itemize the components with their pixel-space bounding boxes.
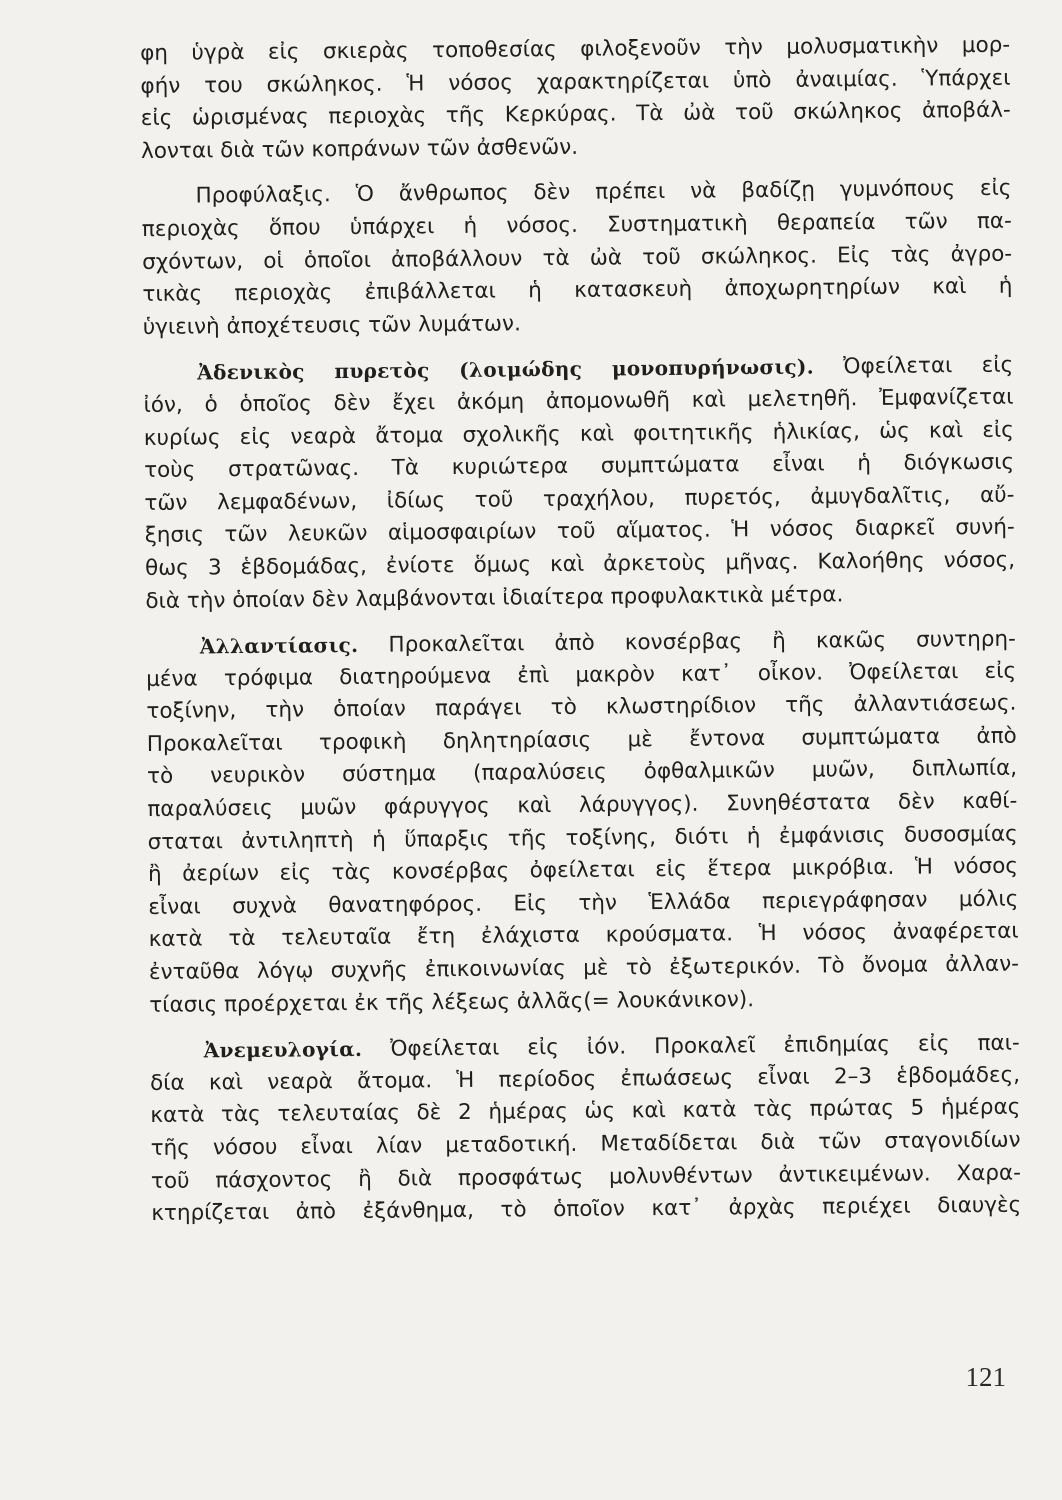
text-line: θως 3 ἑβδομάδας, ἐνίοτε ὅμως καὶ ἀρκετοὺς μῆνας. Καλοήθης νόσος,	[144, 547, 1016, 581]
text-line: τοξίνην, τὴν ὁποίαν παράγει τὸ κλωστηρίδιον τῆς ἀλλαντιάσεως.	[146, 690, 1017, 725]
section-heading: Ἀνεμευλογία.	[203, 1037, 363, 1063]
text-line: σταται ἀντιληπτὴ ἡ ὕπαρξις τῆς τοξίνης, διότι ἡ ἐμφάνισις δυσοσμίας	[147, 821, 1018, 855]
text-line: διὰ τὴν ὁποίαν δὲν λαμβάνονται ἰδιαίτερα προφυλακτικὰ μέτρα.	[145, 581, 844, 614]
text-line: κατὰ τὰς τελευταίας δὲ 2 ἡμέρας ὡς καὶ κατὰ τὰς πρώτας 5 ἡμέρας	[150, 1095, 1021, 1129]
text-line: τικὰς περιοχὰς ἐπιβάλλεται ἡ κατασκευὴ ἀποχωρητηρίων καὶ ἡ	[142, 273, 1013, 308]
text-line: τὸ νευρικὸν σύστημα (παραλύσεις ὀφθαλμικῶν μυῶν, διπλωπία,	[146, 756, 1018, 790]
text-line: κτηρίζεται ἀπὸ ἐξάνθημα, τὸ ὁποῖον κατ᾿ ἀρχὰς περιέχει διαυγὲς	[151, 1192, 1022, 1227]
paragraph-prophylaxis	[141, 173, 1013, 344]
text-line: φήν του σκώληκος. Ἡ νόσος χαρακτηρίζεται ὑπὸ ἀναιμίας. Ὑπάρχει	[140, 65, 1011, 99]
section-heading: Ἀλλαντίασις.	[199, 633, 359, 659]
text-line: ὑγιεινὴ ἀποχέτευσις τῶν λυμάτων.	[142, 311, 521, 340]
text-line: περιοχὰς ὅπου ὑπάρχει ἡ νόσος. Συστηματικὴ θεραπεία τῶν πα-	[141, 208, 1012, 242]
text-line: τῶν λεμφαδένων, ἰδίως τοῦ τραχήλου, πυρετός, ἀμυγδαλῖτις, αὔ-	[144, 482, 1015, 516]
section-heading: Ἀδενικὸς πυρετὸς (λοιμώδης μονοπυρήνωσις).	[197, 354, 815, 385]
text-line: λονται διὰ τῶν κοπράνων τῶν ἀσθενῶν.	[140, 134, 579, 164]
body-text	[140, 30, 1022, 1244]
text-fragment: Ὀφείλεται εἰς ἰόν. Προκαλεῖ ἐπιδημίας εἰς παι-	[362, 1030, 1020, 1063]
paragraph-hookworm-end	[140, 30, 1011, 169]
paragraph-botulism	[146, 623, 1020, 1022]
text-line: τῆς νόσου εἶναι λίαν μεταδοτική. Μεταδίδεται διὰ τῶν σταγονιδίων	[150, 1127, 1021, 1161]
text-line: κυρίως εἰς νεαρὰ ἄτομα σχολικῆς καὶ φοιτητικῆς ἡλικίας, ὡς καὶ εἰς	[143, 417, 1014, 451]
text-line: τοῦ πάσχοντος ἢ διὰ προσφάτως μολυνθέντων ἀντικειμένων. Χαρα-	[150, 1160, 1022, 1194]
text-line: σχόντων, οἱ ὁποῖοι ἀποβάλλουν τὰ ὠὰ τοῦ σκώληκος. Εἰς τὰς ἀγρο-	[142, 241, 1013, 275]
text-line: κατὰ τὰ τελευταῖα ἔτη ἐλάχιστα κρούσματα. Ἡ νόσος ἀναφέρεται	[148, 919, 1019, 953]
text-line: τίασις προέρχεται ἐκ τῆς λέξεως ἀλλᾶς(= λουκάνικον).	[149, 986, 755, 1018]
text-line: δία καὶ νεαρὰ ἄτομα. Ἡ περίοδος ἐπωάσεως εἶναι 2–3 ἑβδομάδες,	[149, 1062, 1021, 1096]
text-line: Προκαλεῖται τροφικὴ δηλητηρίασις μὲ ἔντονα συμπτώματα ἀπὸ	[146, 723, 1017, 757]
text-line: φη ὑγρὰ εἰς σκιερὰς τοποθεσίας φιλοξενοῦν τὴν μολυσματικὴν μορ-	[140, 32, 1011, 66]
text-line: ἐνταῦθα λόγῳ συχνῆς ἐπικοινωνίας μὲ τὸ ἐξωτερικόν. Τὸ ὄνομα ἀλλαν-	[148, 951, 1020, 985]
text-fragment: Ὀφείλεται εἰς	[813, 352, 1014, 380]
text-line: Προφύλαξις. Ὁ ἄνθρωπος δὲν πρέπει νὰ βαδίζῃ γυμνόπους εἰς	[195, 176, 1012, 209]
text-fragment: Προκαλεῖται ἀπὸ κονσέρβας ἢ κακῶς συντηρη-	[358, 626, 1016, 659]
page-number: 121	[965, 1362, 1006, 1392]
text-line: παραλύσεις μυῶν φάρυγγος καὶ λάρυγγος). Συνηθέστατα δὲν καθί-	[147, 788, 1018, 823]
text-line: ἢ ἀερίων εἰς τὰς κονσέρβας ὀφείλεται εἰς ἕτερα μικρόβια. Ἡ νόσος	[147, 853, 1019, 888]
text-line: ἰόν, ὁ ὁποῖος δὲν ἔχει ἀκόμη ἀπομονωθῆ καὶ μελετηθῆ. Ἐμφανίζεται	[143, 384, 1014, 418]
text-line: εἶναι συχνὰ θανατηφόρος. Εἰς τὴν Ἑλλάδα περιεγράφησαν μόλις	[148, 886, 1019, 920]
text-line: μένα τρόφιμα διατηρούμενα ἐπὶ μακρὸν κατ᾿ οἶκον. Ὀφείλεται εἰς	[146, 658, 1017, 692]
text-line: εἰς ὡρισμένας περιοχὰς τῆς Κερκύρας. Τὰ ὠὰ τοῦ σκώληκος ἀποβάλ-	[140, 97, 1011, 132]
text-line: τοὺς στρατῶνας. Τὰ κυριώτερα συμπτώματα εἶναι ἡ διόγκωσις	[144, 449, 1015, 484]
paragraph-glandular-fever	[143, 349, 1015, 618]
paragraph-chickenpox	[150, 1027, 1022, 1231]
text-line: ξησις τῶν λευκῶν αἱμοσφαιρίων τοῦ αἵματος. Ἡ νόσος διαρκεῖ συνή-	[144, 514, 1015, 549]
